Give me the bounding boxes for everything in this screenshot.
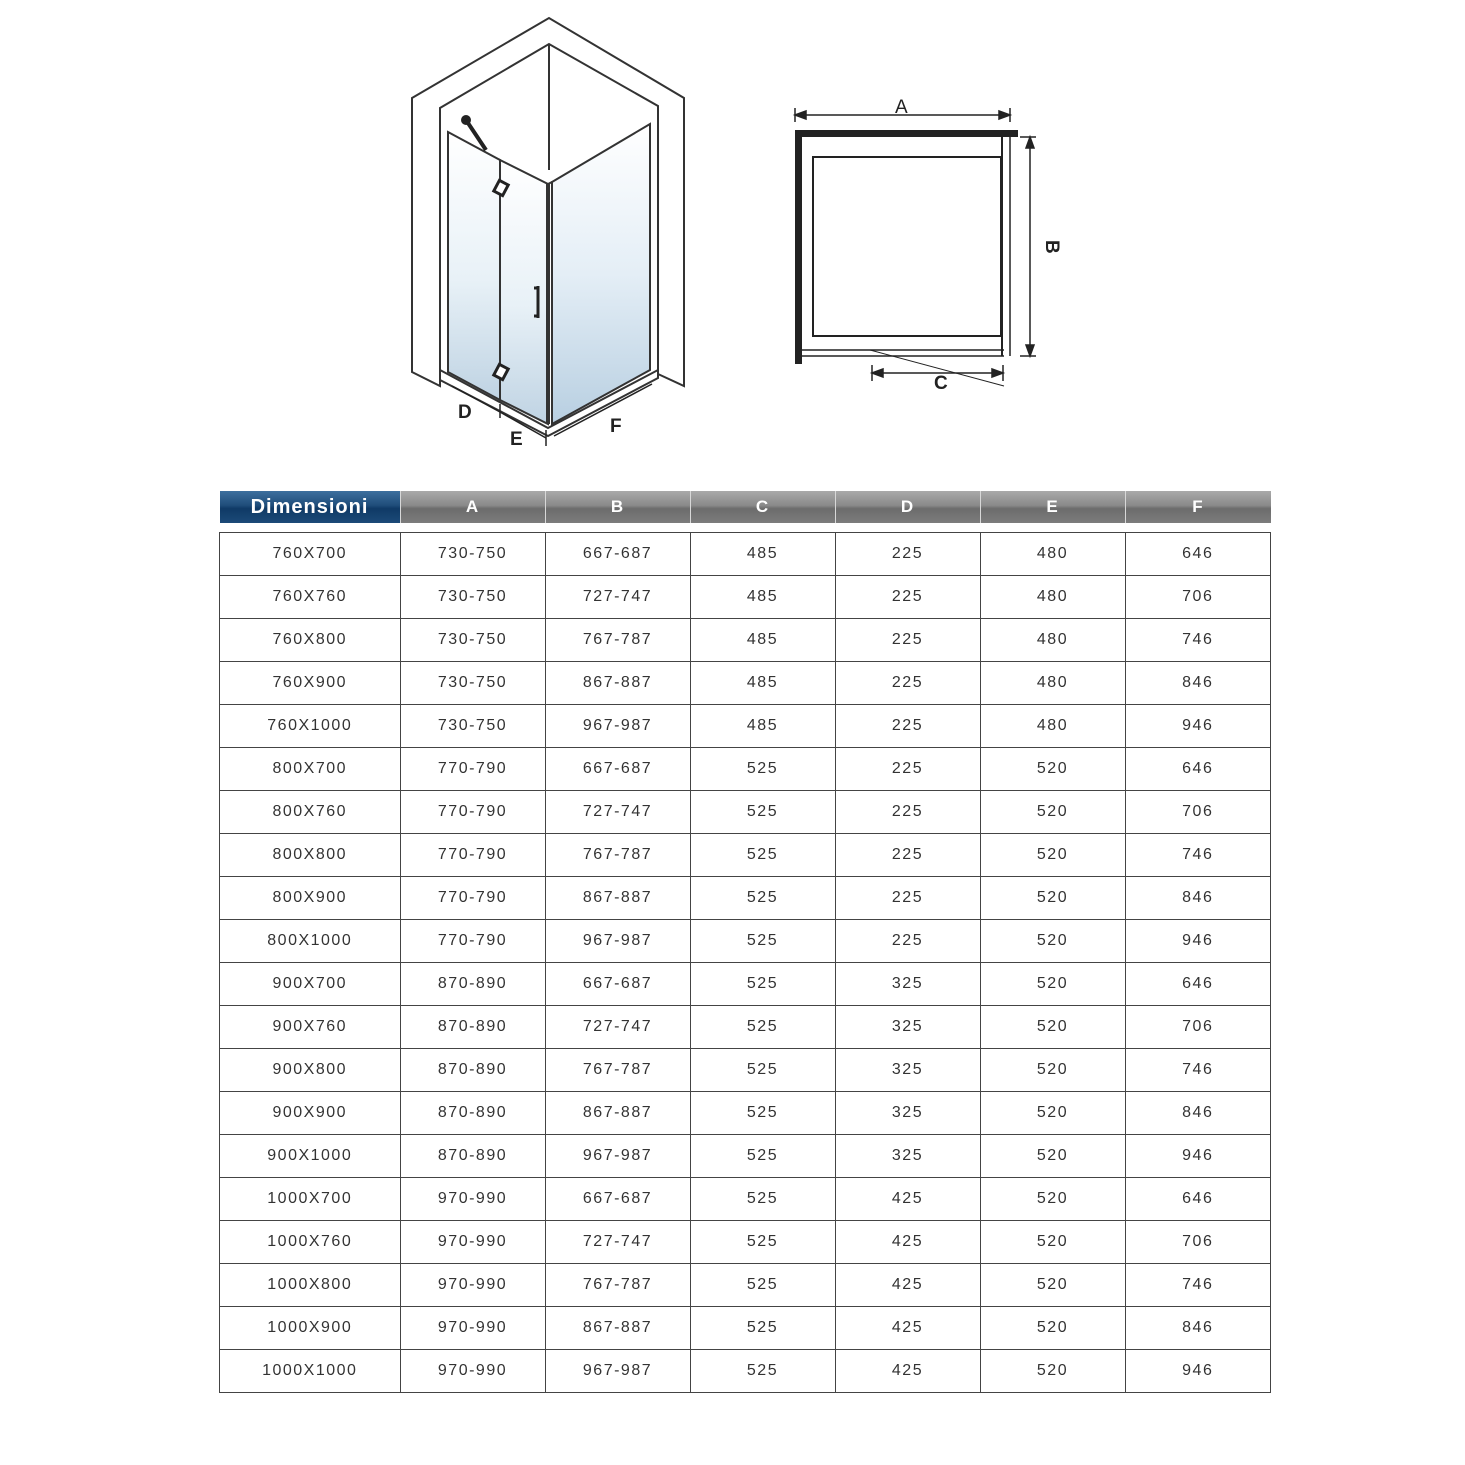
table-row (220, 1264, 1271, 1307)
cell-e: 520 (980, 1049, 1125, 1092)
cell-a: 970-990 (400, 1264, 545, 1307)
cell-b: 767-787 (545, 834, 690, 877)
cell-b: 667-687 (545, 748, 690, 791)
cell-b: 767-787 (545, 619, 690, 662)
cell-a: 870-890 (400, 1006, 545, 1049)
cell-c: 485 (690, 576, 835, 619)
cell-d: 225 (835, 834, 980, 877)
cell-a: 970-990 (400, 1178, 545, 1221)
cell-size: 800X900 (220, 877, 401, 920)
cell-size: 1000X1000 (220, 1350, 401, 1393)
header-col-b: B (545, 491, 690, 523)
label-e: E (510, 429, 523, 450)
cell-size: 800X760 (220, 791, 401, 834)
cell-c: 525 (690, 1049, 835, 1092)
cell-e: 480 (980, 576, 1125, 619)
header-col-a: A (400, 491, 545, 523)
table-header-row (220, 491, 1271, 523)
cell-c: 525 (690, 877, 835, 920)
table-row (220, 1006, 1271, 1049)
label-b: B (1041, 240, 1062, 254)
cell-c: 525 (690, 1092, 835, 1135)
cell-c: 485 (690, 662, 835, 705)
table-row (220, 748, 1271, 791)
cell-f: 746 (1125, 834, 1271, 877)
cell-size: 760X1000 (220, 705, 401, 748)
cell-b: 727-747 (545, 791, 690, 834)
cell-a: 770-790 (400, 834, 545, 877)
table-row (220, 834, 1271, 877)
cell-d: 425 (835, 1350, 980, 1393)
cell-c: 525 (690, 1350, 835, 1393)
cell-b: 867-887 (545, 877, 690, 920)
header-col-c: C (690, 491, 835, 523)
cell-b: 867-887 (545, 662, 690, 705)
cell-f: 706 (1125, 576, 1271, 619)
cell-c: 525 (690, 1178, 835, 1221)
table-row (220, 1178, 1271, 1221)
table-row (220, 791, 1271, 834)
table-row (220, 1092, 1271, 1135)
cell-a: 870-890 (400, 1092, 545, 1135)
cell-f: 846 (1125, 1307, 1271, 1350)
cell-f: 746 (1125, 1264, 1271, 1307)
cell-b: 967-987 (545, 1350, 690, 1393)
cell-f: 646 (1125, 748, 1271, 791)
cell-b: 667-687 (545, 1178, 690, 1221)
cell-e: 480 (980, 533, 1125, 576)
table-row (220, 705, 1271, 748)
cell-a: 730-750 (400, 533, 545, 576)
header-dimensioni: Dimensioni (220, 491, 401, 523)
cell-size: 800X800 (220, 834, 401, 877)
cell-f: 746 (1125, 1049, 1271, 1092)
spacer-cell (220, 523, 1271, 533)
cell-d: 225 (835, 576, 980, 619)
cell-d: 325 (835, 1135, 980, 1178)
cell-a: 970-990 (400, 1307, 545, 1350)
cell-e: 520 (980, 1307, 1125, 1350)
cell-d: 425 (835, 1178, 980, 1221)
cell-d: 325 (835, 1006, 980, 1049)
plan-dimension-lines (795, 108, 1036, 381)
table-row (220, 963, 1271, 1006)
cell-a: 870-890 (400, 1049, 545, 1092)
cell-e: 520 (980, 1264, 1125, 1307)
cell-a: 970-990 (400, 1350, 545, 1393)
cell-b: 767-787 (545, 1264, 690, 1307)
cell-a: 730-750 (400, 662, 545, 705)
cell-c: 525 (690, 963, 835, 1006)
table-row (220, 619, 1271, 662)
cell-b: 967-987 (545, 1135, 690, 1178)
cell-d: 425 (835, 1264, 980, 1307)
shower-plan-view-drawing (780, 90, 1062, 400)
cell-a: 730-750 (400, 619, 545, 662)
cell-d: 225 (835, 791, 980, 834)
header-col-f: F (1125, 491, 1271, 523)
cell-c: 485 (690, 705, 835, 748)
cell-e: 480 (980, 619, 1125, 662)
cell-d: 225 (835, 748, 980, 791)
header-col-d: D (835, 491, 980, 523)
cell-e: 520 (980, 920, 1125, 963)
cell-size: 900X800 (220, 1049, 401, 1092)
cell-f: 946 (1125, 705, 1271, 748)
cell-d: 425 (835, 1307, 980, 1350)
cell-e: 520 (980, 1221, 1125, 1264)
cell-size: 900X760 (220, 1006, 401, 1049)
label-a: A (895, 97, 908, 118)
cell-c: 485 (690, 533, 835, 576)
table-spacer (220, 523, 1271, 533)
cell-d: 425 (835, 1221, 980, 1264)
cell-c: 525 (690, 920, 835, 963)
table-row (220, 920, 1271, 963)
cell-c: 525 (690, 1006, 835, 1049)
cell-size: 900X700 (220, 963, 401, 1006)
cell-c: 525 (690, 834, 835, 877)
cell-size: 760X760 (220, 576, 401, 619)
cell-a: 730-750 (400, 705, 545, 748)
cell-f: 946 (1125, 1350, 1271, 1393)
cell-f: 646 (1125, 1178, 1271, 1221)
table-row (220, 1307, 1271, 1350)
cell-b: 727-747 (545, 1221, 690, 1264)
label-d: D (458, 402, 472, 423)
cell-b: 767-787 (545, 1049, 690, 1092)
cell-f: 706 (1125, 1221, 1271, 1264)
cell-b: 967-987 (545, 920, 690, 963)
cell-d: 225 (835, 619, 980, 662)
plan-frame (795, 130, 1018, 386)
cell-c: 525 (690, 1307, 835, 1350)
cell-b: 967-987 (545, 705, 690, 748)
dimensions-table (219, 491, 1271, 1393)
cell-size: 1000X700 (220, 1178, 401, 1221)
cell-e: 480 (980, 662, 1125, 705)
table-row (220, 576, 1271, 619)
table-body (220, 523, 1271, 1393)
cell-d: 225 (835, 920, 980, 963)
label-f: F (610, 416, 622, 437)
shower-enclosure-isometric-drawing (400, 10, 700, 460)
cell-f: 746 (1125, 619, 1271, 662)
cell-b: 727-747 (545, 576, 690, 619)
table-row (220, 877, 1271, 920)
cell-c: 525 (690, 1135, 835, 1178)
table-row (220, 1221, 1271, 1264)
cell-d: 325 (835, 1049, 980, 1092)
cell-f: 946 (1125, 1135, 1271, 1178)
cell-b: 867-887 (545, 1307, 690, 1350)
cell-e: 520 (980, 877, 1125, 920)
cell-b: 667-687 (545, 963, 690, 1006)
cell-f: 846 (1125, 877, 1271, 920)
table-row (220, 1350, 1271, 1393)
cell-size: 1000X760 (220, 1221, 401, 1264)
cell-f: 946 (1125, 920, 1271, 963)
cell-size: 1000X800 (220, 1264, 401, 1307)
table-row (220, 1049, 1271, 1092)
cell-b: 727-747 (545, 1006, 690, 1049)
cell-d: 325 (835, 1092, 980, 1135)
cell-f: 706 (1125, 1006, 1271, 1049)
cell-a: 870-890 (400, 963, 545, 1006)
cell-f: 706 (1125, 791, 1271, 834)
cell-size: 760X900 (220, 662, 401, 705)
cell-e: 520 (980, 834, 1125, 877)
label-c: C (934, 373, 948, 394)
cell-a: 770-790 (400, 791, 545, 834)
cell-b: 867-887 (545, 1092, 690, 1135)
cell-size: 760X700 (220, 533, 401, 576)
table-row (220, 662, 1271, 705)
cell-e: 520 (980, 1092, 1125, 1135)
cell-size: 760X800 (220, 619, 401, 662)
cell-d: 325 (835, 963, 980, 1006)
table-row (220, 533, 1271, 576)
cell-f: 646 (1125, 963, 1271, 1006)
cell-size: 800X1000 (220, 920, 401, 963)
cell-size: 900X1000 (220, 1135, 401, 1178)
cell-a: 870-890 (400, 1135, 545, 1178)
cell-d: 225 (835, 533, 980, 576)
cell-f: 846 (1125, 1092, 1271, 1135)
cell-b: 667-687 (545, 533, 690, 576)
cell-e: 520 (980, 963, 1125, 1006)
header-col-e: E (980, 491, 1125, 523)
cell-a: 730-750 (400, 576, 545, 619)
cell-size: 900X900 (220, 1092, 401, 1135)
cell-a: 970-990 (400, 1221, 545, 1264)
cell-e: 520 (980, 1006, 1125, 1049)
cell-a: 770-790 (400, 748, 545, 791)
cell-a: 770-790 (400, 877, 545, 920)
cell-e: 520 (980, 791, 1125, 834)
cell-e: 520 (980, 1350, 1125, 1393)
cell-e: 480 (980, 705, 1125, 748)
cell-c: 525 (690, 791, 835, 834)
cell-e: 520 (980, 1135, 1125, 1178)
cell-d: 225 (835, 662, 980, 705)
cell-f: 846 (1125, 662, 1271, 705)
cell-c: 485 (690, 619, 835, 662)
cell-d: 225 (835, 705, 980, 748)
cell-e: 520 (980, 748, 1125, 791)
cell-c: 525 (690, 1264, 835, 1307)
cell-f: 646 (1125, 533, 1271, 576)
cell-size: 1000X900 (220, 1307, 401, 1350)
table-row (220, 1135, 1271, 1178)
cell-size: 800X700 (220, 748, 401, 791)
cell-c: 525 (690, 748, 835, 791)
cell-a: 770-790 (400, 920, 545, 963)
cell-e: 520 (980, 1178, 1125, 1221)
cell-d: 225 (835, 877, 980, 920)
cell-c: 525 (690, 1221, 835, 1264)
